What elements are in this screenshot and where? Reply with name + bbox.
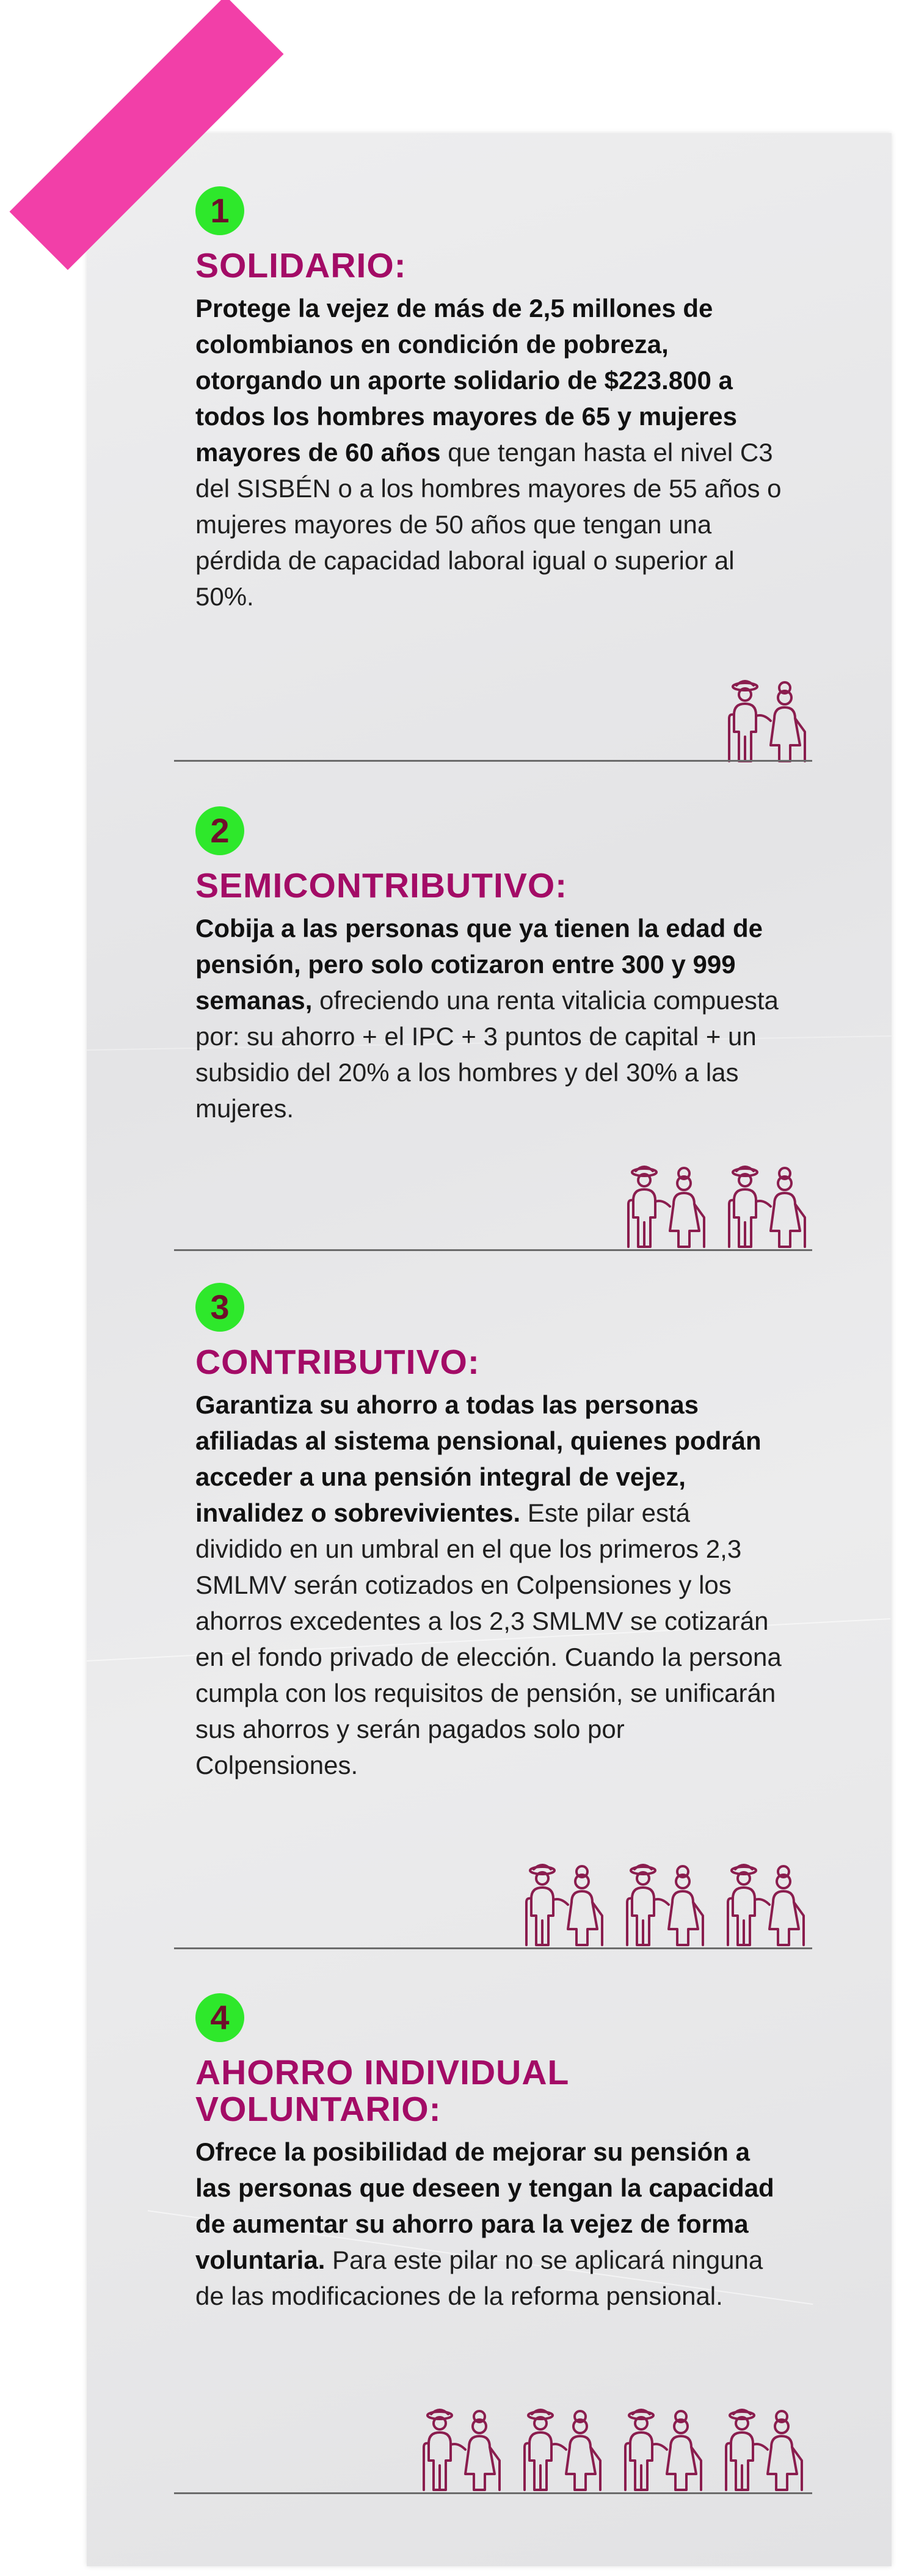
section-title: SOLIDARIO: [195,246,407,285]
section-description [195,910,782,1126]
elderly-couple-icon [518,1862,612,1947]
people-icons-3 [518,1862,814,1947]
elderly-couple-icon [516,2407,611,2492]
bold-text: Ofrece la posibilidad de mejorar su pensión a las personas que deseen y tengan la capacidad de aumentar su ahorro para la vejez de forma voluntaria. [195,2137,774,2274]
divider [174,760,812,762]
elderly-couple-icon [718,2407,812,2492]
elderly-couple-icon [619,1862,713,1947]
elderly-couple-icon [415,2407,510,2492]
regular-text: Este pilar está dividido en un umbral en el que los primeros 2,3 SMLMV serán cotizados en Colpensiones y los ahorros excedentes a los 2,3 SMLMV se cotizarán en el fondo privado de elección. Cuando la persona cumpla con los requisitos de pensión, se unificarán sus ahorros y serán pagados solo por Colpensiones. [195,1498,782,1779]
elderly-couple-icon [617,2407,711,2492]
elderly-couple-icon [721,678,815,764]
divider [174,1947,812,1949]
section-title: SEMICONTRIBUTIVO: [195,866,568,905]
regular-text: ofreciendo una renta vitalicia compuesta por: su ahorro + el IPC + 3 puntos de capital + un subsidio del 20% a los hombres y del 30% a las mujeres. [195,986,779,1123]
section-description [195,1387,782,1783]
number-badge: 2 [195,806,244,855]
pillar-section-2 [195,806,806,1126]
number-badge: 4 [195,1993,244,2042]
section-title: CONTRIBUTIVO: [195,1343,480,1382]
pillar-section-3 [195,1283,806,1783]
divider [174,1249,812,1251]
bold-text: Garantiza su ahorro a todas las personas afiliadas al sistema pensional, quienes podrán acceder a una pensión integral de vejez, invalidez o sobrevivientes. [195,1390,762,1527]
people-icons-2 [620,1164,815,1249]
pillar-section-1 [195,186,806,615]
section-title: AHORRO INDIVIDUAL VOLUNTARIO: [195,2053,570,2129]
regular-text: que tengan hasta el nivel C3 del SISBÉN o a los hombres mayores de 55 años o mujeres mayores de 50 años que tengan una pérdida de capacidad laboral igual o superior al 50%. [195,438,782,611]
elderly-couple-icon [721,1164,815,1249]
regular-text: Para este pilar no se aplicará ninguna de las modificaciones de la reforma pensional. [195,2246,763,2310]
section-description [195,2134,782,2314]
number-badge: 1 [195,186,244,235]
bold-text: Protege la vejez de más de 2,5 millones de colombianos en condición de pobreza, otorgando un aporte solidario de $223.800 a todos los hombres mayores de 65 y mujeres mayores de 60 años [195,294,738,467]
people-icons-1 [721,678,815,764]
section-description [195,290,782,615]
bold-text: Cobija a las personas que ya tienen la edad de pensión, pero solo cotizaron entre 300 y 999 semanas, [195,914,763,1015]
divider [174,2492,812,2494]
number-badge: 3 [195,1283,244,1332]
elderly-couple-icon [620,1164,714,1249]
elderly-couple-icon [719,1862,814,1947]
pillar-section-4 [195,1993,806,2314]
people-icons-4 [415,2407,812,2492]
